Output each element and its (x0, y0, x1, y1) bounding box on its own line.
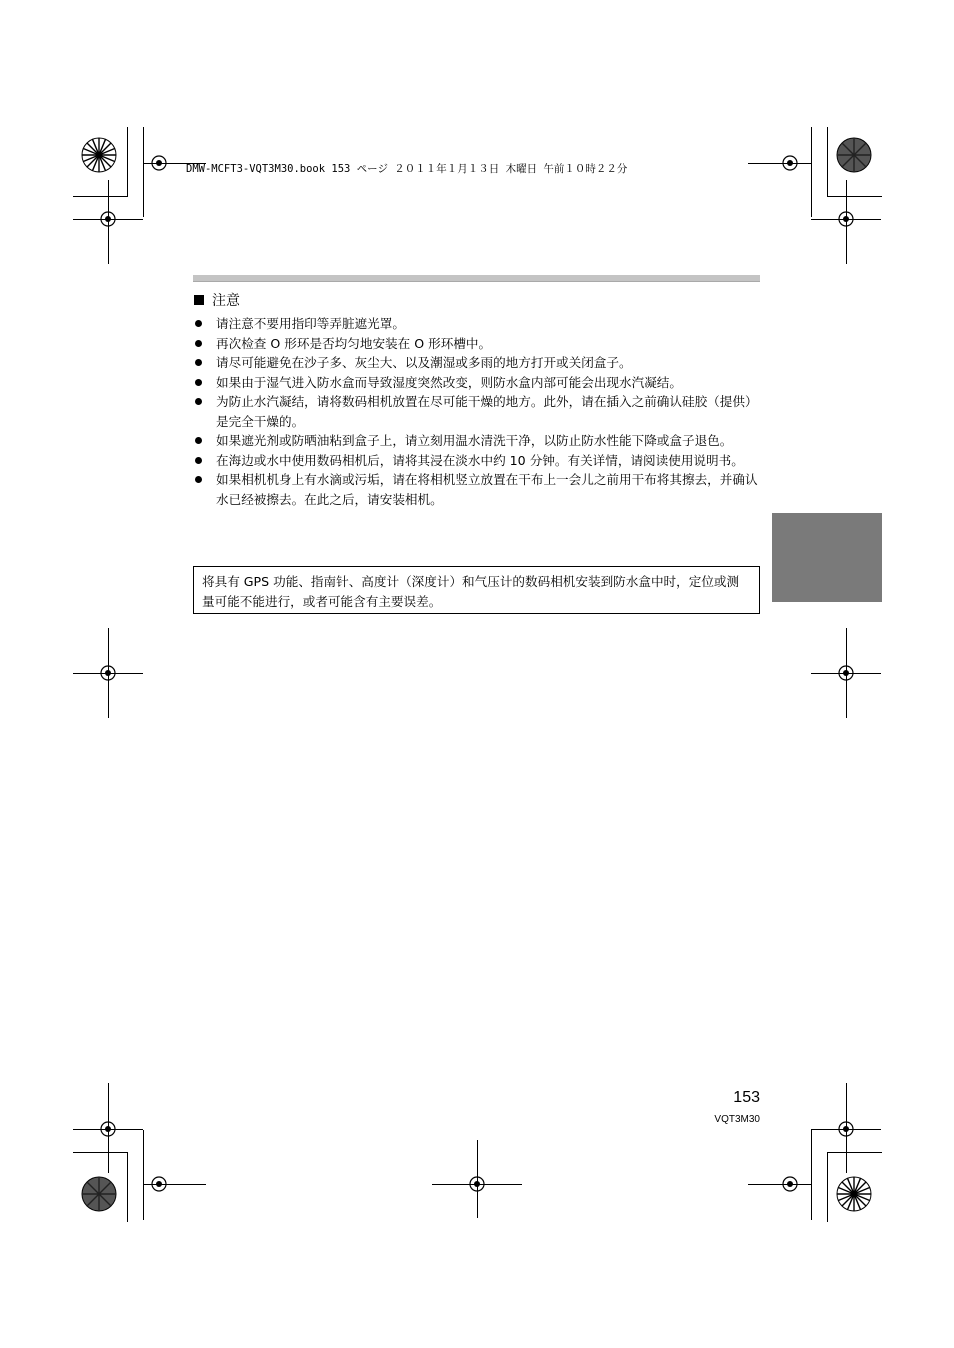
bullet-dot-icon (195, 320, 202, 327)
list-item: 请注意不要用指印等弄脏遮光罩。 (193, 314, 761, 334)
list-item: 为防止水汽凝结，请将数码相机放置在尽可能干燥的地方。此外，请在插入之前确认硅胶（提供）是完全干燥的。 (193, 392, 761, 431)
crop-line (811, 127, 812, 217)
registration-target-icon (779, 1173, 801, 1195)
square-bullet-icon (194, 295, 204, 305)
caution-list (193, 314, 761, 509)
crop-line (127, 1152, 128, 1222)
chapter-side-tab (772, 513, 882, 602)
crop-line (73, 196, 128, 197)
registration-target-icon (835, 1118, 857, 1140)
starburst-mark-icon (81, 1176, 117, 1212)
list-item: 请尽可能避免在沙子多、灰尘大、以及潮湿或多雨的地方打开或关闭盒子。 (193, 353, 761, 373)
crop-line (73, 1152, 128, 1153)
crop-line (143, 1130, 144, 1220)
bullet-dot-icon (195, 379, 202, 386)
registration-target-icon (97, 208, 119, 230)
section-rule-bar (193, 275, 760, 282)
crop-line (827, 1152, 828, 1222)
registration-target-icon (835, 662, 857, 684)
starburst-mark-icon (836, 137, 872, 173)
crop-line (811, 1130, 812, 1220)
bullet-dot-icon (195, 437, 202, 444)
section-heading-text: 注意 (212, 293, 240, 309)
bullet-dot-icon (195, 457, 202, 464)
starburst-mark-icon (836, 1176, 872, 1212)
list-item: 在海边或水中使用数码相机后，请将其浸在淡水中约 10 分钟。有关详情，请阅读使用说明书。 (193, 451, 761, 471)
crop-line (827, 127, 828, 197)
note-text: 将具有 GPS 功能、指南针、高度计（深度计）和气压计的数码相机安装到防水盒中时，定位或测量可能不能进行，或者可能含有主要误差。 (202, 574, 740, 609)
crop-line (827, 196, 882, 197)
list-item: 如果由于湿气进入防水盒而导致湿度突然改变，则防水盒内部可能会出现水汽凝结。 (193, 373, 761, 393)
registration-target-icon (466, 1173, 488, 1195)
crop-line (827, 1152, 882, 1153)
crop-line (127, 127, 128, 197)
starburst-mark-icon (81, 137, 117, 173)
list-item: 如果遮光剂或防晒油粘到盒子上，请立刻用温水清洗干净，以防止防水性能下降或盒子退色。 (193, 431, 761, 451)
registration-target-icon (148, 1173, 170, 1195)
list-item: 如果相机机身上有水滴或污垢，请在将相机竖立放置在干布上一会儿之前用干布将其擦去，并确认水已经被擦去。在此之后，请安装相机。 (193, 470, 761, 509)
note-box (193, 566, 760, 614)
print-header-info: DMW-MCFT3-VQT3M30.book 153 ページ ２０１１年１月１３日 木曜日 午前１０時２２分 (186, 163, 628, 175)
registration-target-icon (97, 662, 119, 684)
list-item: 再次检查 O 形环是否均匀地安装在 O 形环槽中。 (193, 334, 761, 354)
registration-target-icon (148, 152, 170, 174)
document-code: VQT3M30 (714, 1114, 760, 1125)
registration-target-icon (97, 1118, 119, 1140)
page-number: 153 (733, 1089, 760, 1106)
bullet-dot-icon (195, 340, 202, 347)
registration-target-icon (779, 152, 801, 174)
bullet-dot-icon (195, 398, 202, 405)
crop-line (143, 127, 144, 217)
bullet-dot-icon (195, 476, 202, 483)
section-heading (194, 290, 240, 310)
bullet-dot-icon (195, 359, 202, 366)
registration-target-icon (835, 208, 857, 230)
